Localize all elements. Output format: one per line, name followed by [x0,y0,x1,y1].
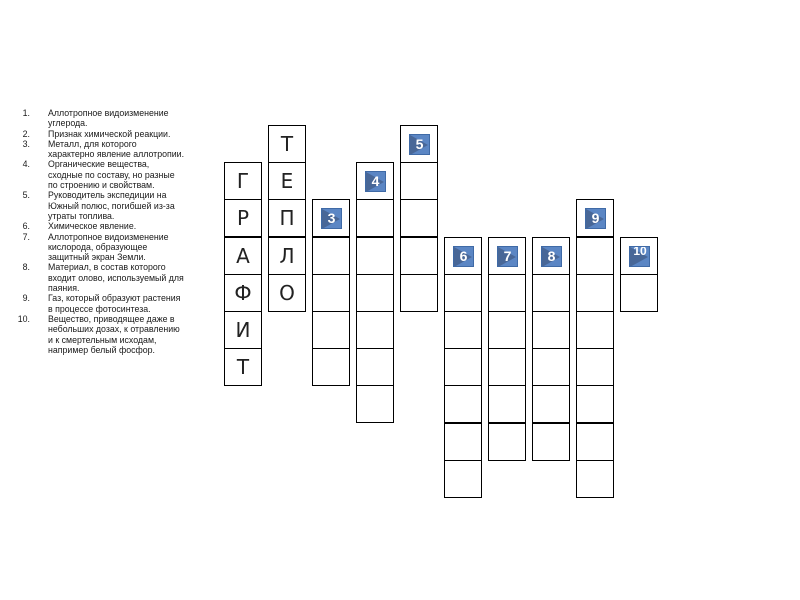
crossword-cell[interactable] [268,237,306,275]
crossword-cell[interactable] [576,423,614,461]
crossword-cell[interactable] [532,237,570,275]
crossword-cell[interactable] [576,385,614,423]
crossword-cell[interactable] [488,311,526,349]
crossword-cell[interactable] [312,199,350,237]
crossword-cell[interactable] [224,237,262,275]
crossword-cell[interactable] [576,274,614,312]
clue-number-badge[interactable] [365,171,386,192]
crossword-cell[interactable] [488,274,526,312]
clue-number: 10. [17,313,30,324]
clue-text: Вещество, приводящее даже в небольших дозах, к отравлению и к смертельным исходам, например белый фосфор. [48,313,180,355]
crossword-cell[interactable] [444,237,482,275]
crossword-cell[interactable] [268,274,306,312]
clue-number: 2. [22,128,30,139]
crossword-cell[interactable] [312,348,350,386]
crossword-cell[interactable] [400,125,438,163]
crossword-cell[interactable] [444,385,482,423]
cell-letter: Г [236,169,250,194]
crossword-cell[interactable] [620,274,658,312]
crossword-cell[interactable] [224,199,262,237]
clue-number: 7. [22,231,30,242]
clue-number: 3. [22,138,30,149]
clue-text: Материал, в состав которого входит олово, используемый для паяния. [48,262,184,294]
crossword-cell[interactable] [400,162,438,200]
crossword-cell[interactable] [620,237,658,275]
clue-number-badge[interactable] [453,246,474,267]
badge-number: 5 [415,136,424,152]
clue-text: Аллотропное видоизменение углерода. [48,108,169,129]
crossword-cell[interactable] [312,311,350,349]
cell-letter: И [235,318,251,342]
clue-text: Признак химической реакции. [48,128,171,139]
crossword-cell[interactable] [576,311,614,349]
clue-text: Газ, который образуют растения в процессе фотосинтеза. [48,293,181,314]
badge-number: 4 [371,173,380,190]
clue-number: 8. [22,262,30,273]
crossword-cell[interactable] [268,125,306,163]
badge-number: 7 [503,247,512,264]
cell-letter: Т [236,355,250,380]
crossword-cell[interactable] [224,162,262,200]
clue-number-badge[interactable] [585,208,606,229]
crossword-cell[interactable] [488,385,526,423]
badge-number: 9 [591,210,600,227]
clue-number-badge[interactable] [541,246,562,267]
crossword-cell[interactable] [400,237,438,275]
crossword-cell[interactable] [444,460,482,498]
crossword-cell[interactable] [488,423,526,461]
crossword-cell[interactable] [356,385,394,423]
clue-number: 6. [22,221,30,232]
crossword-cell[interactable] [532,311,570,349]
clue-text: Органические вещества, сходные по составу, но разные по строению и свойствам. [48,159,175,191]
crossword-cell[interactable] [356,311,394,349]
crossword-cell[interactable] [444,311,482,349]
crossword-cell[interactable] [312,237,350,275]
badge-number: 6 [459,247,468,264]
clue-number: 1. [22,108,30,118]
crossword-cell[interactable] [576,460,614,498]
crossword-cell[interactable] [400,199,438,237]
clue-text: Аллотропное видоизменение кислорода, образующее защитный экран Земли. [48,231,169,263]
clue-number-badge[interactable] [629,246,650,267]
clue-text: Металл, для которого характерно явление аллотропии. [48,138,185,160]
crossword-cell[interactable] [444,274,482,312]
cell-letter: О [279,280,295,305]
crossword-cell[interactable] [532,423,570,461]
crossword-cell[interactable] [356,199,394,237]
crossword-cell[interactable] [488,348,526,386]
cell-letter: Е [280,169,294,194]
crossword-cell[interactable] [356,237,394,275]
cell-letter: А [236,243,250,268]
crossword-cell[interactable] [576,199,614,237]
crossword-cell[interactable] [532,385,570,423]
clue-number: 5. [22,190,30,201]
crossword-cell[interactable] [400,274,438,312]
crossword-cell[interactable] [488,237,526,275]
crossword-cell[interactable] [356,348,394,386]
crossword-cell[interactable] [532,348,570,386]
crossword-cell[interactable] [312,274,350,312]
crossword-cell[interactable] [224,311,262,349]
badge-number: 8 [547,247,556,264]
crossword-cell[interactable] [356,274,394,312]
crossword-cell[interactable] [532,274,570,312]
clue-text: Руководитель экспедиции на Южный полюс, погибшей из-за утраты топлива. [48,190,175,221]
crossword-cell[interactable] [576,237,614,275]
badge-number: 3 [327,210,336,227]
crossword-cell[interactable] [444,423,482,461]
clue-number: 9. [22,293,30,304]
cell-letter: Ф [234,280,252,305]
clue-number: 4. [22,159,30,170]
crossword-cell[interactable] [356,162,394,200]
cell-letter: Л [279,243,295,268]
cell-letter: Р [236,206,250,231]
crossword-cell[interactable] [268,199,306,237]
clue-text: Химическое явление. [48,221,137,232]
crossword-cell[interactable] [444,348,482,386]
clue-number-badge[interactable] [409,134,430,155]
crossword-cell[interactable] [224,348,262,386]
crossword-cell[interactable] [576,348,614,386]
clue-number-badge[interactable] [321,208,342,229]
badge-number: 10 [633,245,647,258]
clue-number-badge[interactable] [497,246,518,267]
cell-letter: П [279,206,295,231]
cell-letter: Т [280,132,294,156]
crossword-cell[interactable] [224,274,262,312]
crossword-cell[interactable] [268,162,306,200]
